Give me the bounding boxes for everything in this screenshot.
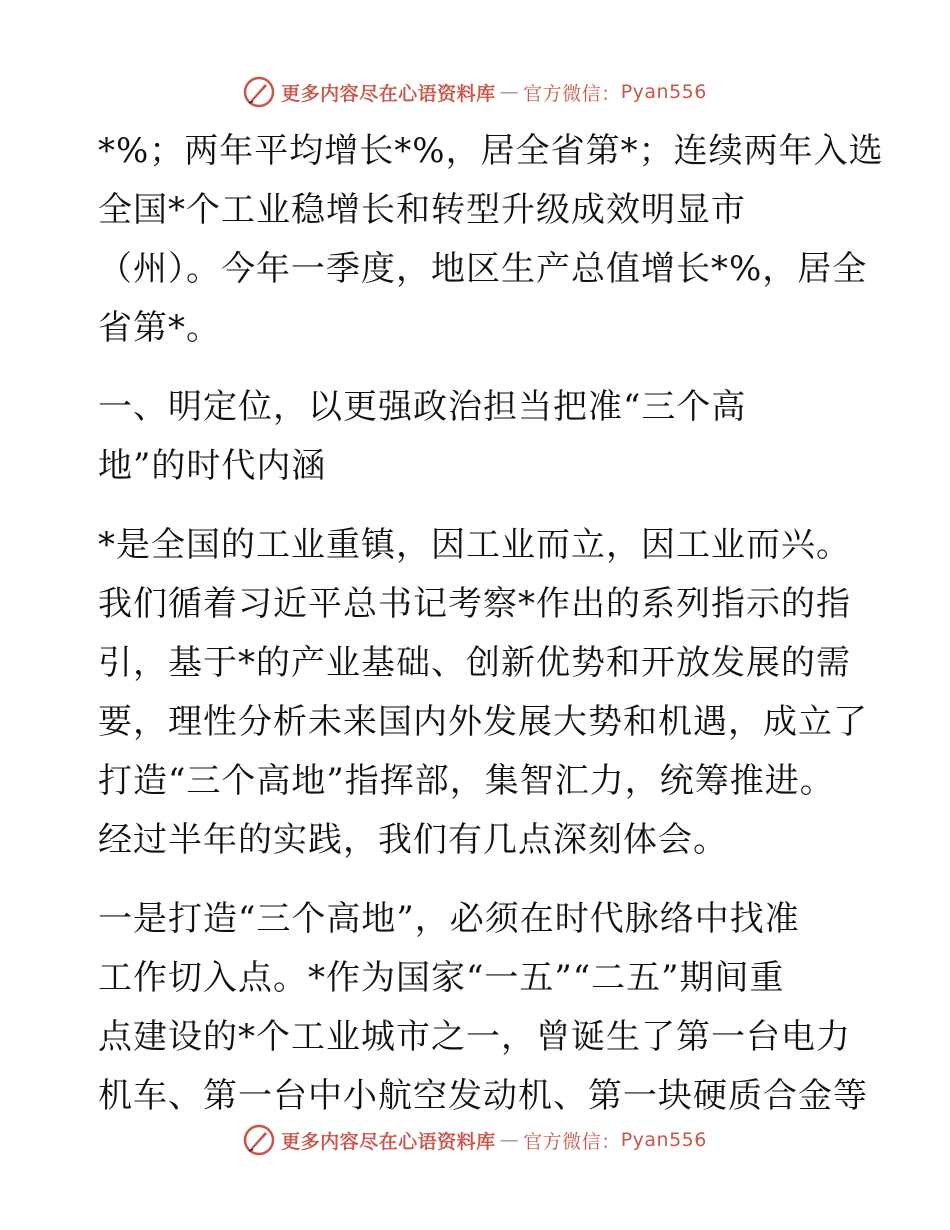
paragraph (98, 890, 868, 1126)
text-line: *%；两年平均增长*%，居全省第*；连续两年入选 (98, 131, 884, 171)
watermark-dash: — (499, 1129, 520, 1151)
watermark-main-text: 更多内容尽在心语资料库 (281, 1130, 496, 1153)
text-line: 机车、第一台中小航空发动机、第一块硬质合金等 (98, 1076, 868, 1116)
paragraph (98, 122, 884, 358)
document-body (98, 122, 884, 1126)
quill-logo-icon (243, 1124, 275, 1156)
text-line: 全国*个工业稳增长和转型升级成效明显市 (98, 190, 746, 230)
text-line: 我们循着习近平总书记考察*作出的系列指示的指 (98, 584, 851, 624)
text-line: *是全国的工业重镇，因工业而立，因工业而兴。 (98, 525, 851, 565)
text-line: 引，基于*的产业基础、创新优势和开放发展的需 (98, 643, 851, 683)
header-watermark (0, 72, 950, 112)
watermark-wechat-label: 官方微信： (523, 1130, 621, 1153)
watermark-wechat-label: 官方微信： (523, 82, 621, 105)
text-line: 地”的时代内涵 (98, 446, 327, 486)
quill-logo-icon (243, 76, 275, 108)
section-heading (98, 378, 868, 496)
text-line: （州）。今年一季度，地区生产总值增长*%，居全 (98, 249, 868, 289)
text-line: 打造“三个高地”指挥部，集智汇力，统筹推进。 (98, 761, 835, 801)
text-line: 省第*。 (98, 308, 221, 348)
text-line: 工作切入点。*作为国家“一五”“二五”期间重 (98, 958, 785, 998)
text-line: 一是打造“三个高地”，必须在时代脉络中找准 (98, 899, 800, 939)
watermark-wechat-id: Pyan556 (620, 1129, 707, 1151)
watermark-wechat-id: Pyan556 (620, 81, 707, 103)
watermark-dash: — (499, 81, 520, 103)
text-line: 点建设的*个工业城市之一，曾诞生了第一台电力 (98, 1017, 851, 1057)
text-line: 经过半年的实践，我们有几点深刻体会。 (98, 820, 728, 860)
paragraph (98, 516, 868, 870)
text-line: 要，理性分析未来国内外发展大势和机遇，成立了 (98, 702, 868, 742)
watermark-main-text: 更多内容尽在心语资料库 (281, 82, 496, 105)
text-line: 一、明定位，以更强政治担当把准“三个高 (98, 387, 747, 427)
footer-watermark (0, 1120, 950, 1160)
